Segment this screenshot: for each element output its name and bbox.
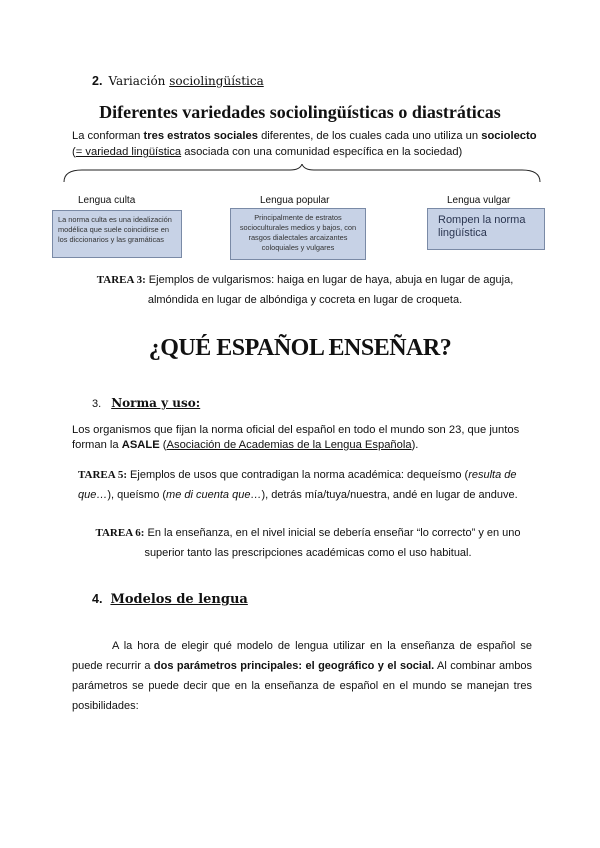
intro-text: ( [72, 146, 76, 158]
asale-text: Los organismos que fijan la norma oficial del español en todo el mundo son 23, que juntos forman la [72, 424, 520, 451]
para-text: Al combinar ambos parámetros se puede decir que en la enseñanza de español en el mundo se manejan tres posibilidades: [72, 660, 532, 712]
section-title: Modelos de lengua [110, 592, 248, 607]
tarea-label: TAREA 5: [78, 469, 127, 481]
section-number: 2. [92, 74, 103, 88]
intro-bold: tres estratos sociales [143, 130, 258, 142]
intro-text: asociada con una comunidad específica en la sociedad) [181, 146, 463, 158]
intro-bold: sociolecto [481, 130, 537, 142]
asale-underlined: Asociación de Academias de la Lengua Española [166, 439, 412, 451]
tarea-3 [90, 270, 520, 310]
tarea-5 [78, 465, 528, 505]
tarea-italic: resulta de que… [78, 469, 517, 501]
big-title: ¿QUÉ ESPAÑOL ENSEÑAR? [148, 335, 452, 361]
asale-text: ). [411, 439, 419, 451]
asale-bold: ASALE [121, 439, 160, 451]
box-lengua-popular: Principalmente de estratos socioculturales medios y bajos, con rasgos dialectales arcaizantes coloquiales y vulgares [230, 208, 366, 260]
tarea-6 [88, 523, 528, 563]
intro-underlined: = variedad lingüística [75, 146, 182, 158]
section-4-heading [92, 592, 248, 607]
tarea-text: ), queísmo ( [107, 489, 167, 501]
para-bold: dos parámetros principales: el geográfico y el social. [153, 660, 435, 672]
tarea-label: TAREA 3: [96, 274, 146, 286]
section-2-heading [92, 74, 264, 88]
intro-text: La conforman [72, 130, 144, 142]
tarea-label: TAREA 6: [95, 527, 145, 539]
subtitle: Diferentes variedades sociolingüísticas o diastráticas [99, 102, 501, 122]
label-lengua-culta: Lengua culta [78, 195, 136, 206]
tarea-text: Ejemplos de usos que contradigan la norma académica: dequeísmo ( [127, 469, 469, 481]
box-lengua-vulgar: Rompen la norma lingüística [427, 208, 545, 250]
label-lengua-popular: Lengua popular [260, 195, 330, 206]
intro-paragraph [72, 128, 542, 160]
asale-text: ( [159, 439, 167, 451]
curly-brace [62, 164, 542, 184]
label-lengua-vulgar: Lengua vulgar [447, 195, 511, 206]
section-title-plain: Variación [108, 74, 170, 88]
section-3-heading [92, 396, 200, 410]
tarea-text: ), detrás mía/tuya/nuestra, andé en lugar de anduve. [261, 489, 518, 501]
section-title: Norma y uso: [111, 396, 201, 410]
box-lengua-culta: La norma culta es una idealización modélica que suele coincidirse en los diccionarios y las gramáticas [52, 210, 182, 258]
section-number: 4. [92, 592, 103, 606]
section-number: 3. [92, 398, 102, 410]
modelos-paragraph [72, 636, 532, 716]
tarea-italic: me di cuenta que… [166, 489, 262, 501]
tarea-text: Ejemplos de vulgarismos: haiga en lugar de haya, abuja en lugar de aguja, almóndida en lugar de albóndiga y cocreta en lugar de croqueta. [145, 274, 514, 306]
section-title-underlined: sociolingüística [169, 74, 264, 88]
asale-paragraph [72, 423, 542, 453]
tarea-text: En la enseñanza, en el nivel inicial se debería enseñar “lo correcto” y en uno superior tanto las prescripciones académicas como el uso habitual. [144, 527, 521, 559]
intro-text: diferentes, de los cuales cada uno utiliza un [257, 130, 482, 142]
para-text: A la hora de elegir qué modelo de lengua utilizar en la enseñanza de español se puede recurrir a [72, 640, 532, 672]
